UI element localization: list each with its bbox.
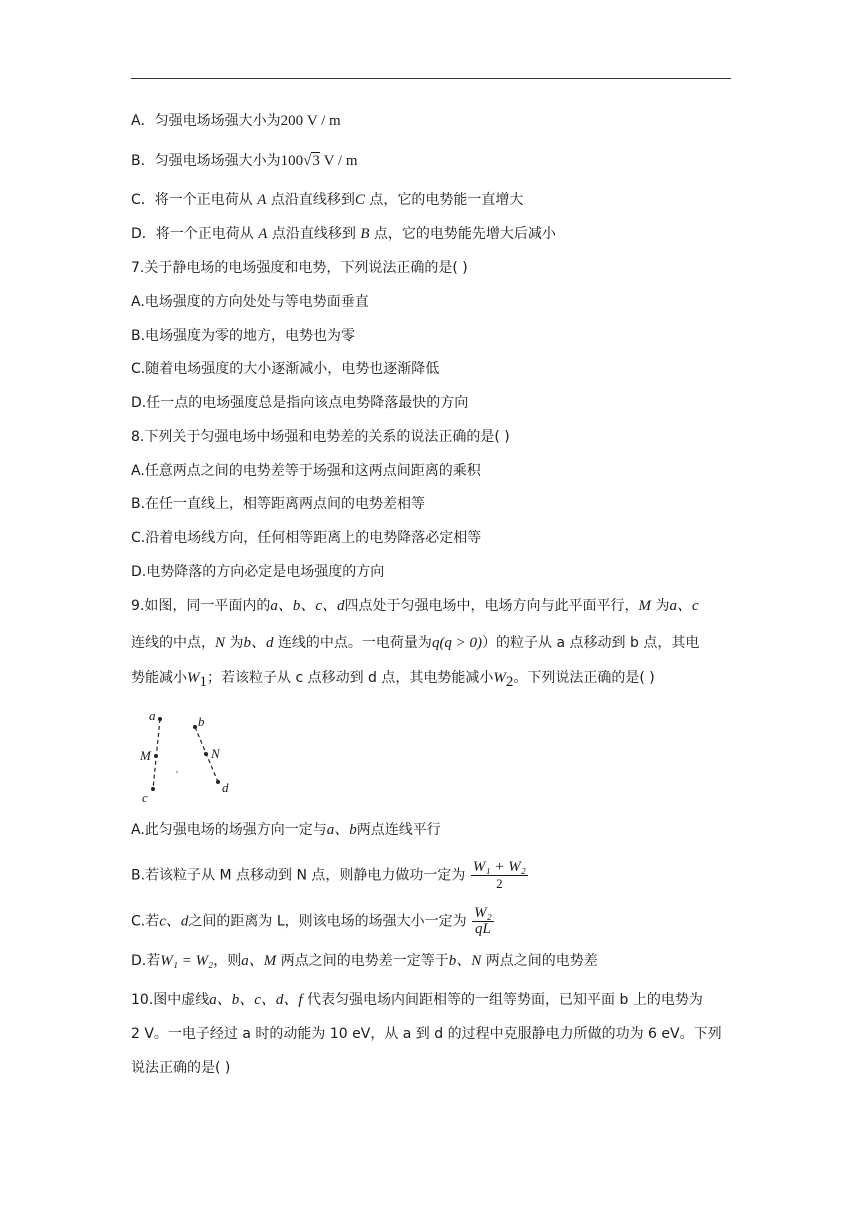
q9-text: 连线的中点。一电荷量为: [273, 635, 432, 651]
fraction-numerator: W₁ + W₂: [472, 859, 526, 875]
point-n-var: N: [215, 635, 226, 651]
q10-text: 代表匀强电场内间距相等的一组等势面，已知平面 b 上的电势为: [302, 992, 703, 1008]
q9-text: 。下列说法正确的是( ): [513, 670, 655, 686]
fraction-denominator: 2: [496, 876, 503, 891]
q6-option-b-unit: V / m: [319, 153, 358, 169]
stray-dot: [176, 771, 178, 773]
q9-option-a: [131, 820, 441, 840]
q9-option-c: [131, 906, 495, 937]
fraction-denominator: qL: [475, 921, 491, 937]
q9-text: 势能减小: [131, 670, 187, 686]
q9-option-d-post: 两点之间的电势差: [481, 953, 598, 969]
q9-option-d-text: D.若: [131, 953, 161, 969]
q9-option-d-mid2: 两点之间的电势差一定等于: [276, 953, 449, 969]
fraction-w2-over-ql: [472, 906, 494, 937]
q8-stem: 8.下列关于匀强电场中场强和电势差的关系的说法正确的是( ): [131, 429, 510, 445]
sqrt-symbol: √: [303, 153, 312, 169]
q9-points-am: a、M: [241, 953, 277, 969]
q9-text: 9.如图，同一平面内的: [131, 598, 271, 614]
subscript-2: 2: [505, 673, 514, 690]
point-b-var: B: [360, 226, 370, 242]
q9-option-d: [131, 951, 598, 971]
q9-option-a-text: A.此匀强电场的场强方向一定与: [131, 822, 327, 838]
point-d: [216, 780, 220, 784]
q9-text: 四点处于匀强电场中，电场方向与此平面平行，: [344, 598, 639, 614]
q9-points-bd: b、d: [243, 635, 274, 651]
q9-text: ；若该粒子从 c 点移动到 d 点，其电势能减小: [207, 670, 494, 686]
point-a: [158, 717, 162, 721]
fraction-w1-plus-w2-over-2: [471, 860, 528, 891]
q6-option-b-radicand: 3: [312, 153, 320, 169]
line-ac: [153, 719, 160, 789]
q6-option-d-text: D．将一个正电荷从: [131, 226, 259, 242]
q10-planes: a、b、c、d、f: [209, 992, 303, 1008]
q9-stem-line-2: [131, 633, 699, 653]
point-b: [193, 725, 197, 729]
q6-option-b-text: B．匀强电场场强大小为: [131, 153, 281, 169]
q9-option-c-text: C.若: [131, 913, 160, 930]
label-m: M: [140, 748, 151, 763]
q9-points-bn: b、N: [448, 953, 482, 969]
q8-option-b: B.在任一直线上，相等距离两点间的电势差相等: [131, 496, 426, 512]
q8-option-c: C.沿着电场线方向，任何相等距离上的电势降落必定相等: [131, 530, 482, 546]
q9-option-b: [131, 860, 529, 891]
q6-option-c-post: 点，它的电势能一直增大: [364, 192, 524, 208]
q6-option-c: [131, 190, 523, 210]
q6-option-c-text: C．将一个正电荷从: [131, 192, 258, 208]
q7-stem: 7.关于静电场的电场强度和电势，下列说法正确的是( ): [131, 260, 468, 276]
q6-option-d: [131, 224, 556, 244]
q9-option-d-mid: ，则: [213, 953, 242, 969]
q9-stem-line-1: [131, 596, 699, 616]
q9-option-b-text: B.若该粒子从 M 点移动到 N 点，则静电力做功一定为: [131, 867, 466, 884]
label-a: a: [149, 708, 156, 723]
q6-option-a-text: A．匀强电场场强大小为: [131, 113, 281, 129]
q10-stem-line-3: 说法正确的是( ): [131, 1060, 231, 1076]
charge-q-expr: q(q > 0): [431, 635, 483, 651]
q8-option-d: D.电势降落的方向必定是电场强度的方向: [131, 564, 385, 580]
point-a-var: A: [257, 192, 267, 208]
point-c: [151, 787, 155, 791]
q9-text: 为: [225, 635, 244, 651]
q6-option-b-number: 100: [280, 153, 304, 169]
q9-stem-line-3: [131, 668, 655, 692]
q9-text: 为: [651, 598, 670, 614]
label-d: d: [222, 780, 229, 795]
point-n: [204, 752, 208, 756]
q10-stem-line-1: [131, 990, 703, 1010]
q6-option-c-mid: 点沿直线移到: [266, 192, 355, 208]
q6-option-b: [131, 151, 358, 171]
q6-option-d-mid: 点沿直线移到: [267, 226, 361, 242]
q9-points-cd: c、d: [159, 913, 189, 930]
q8-option-a: A.任意两点之间的电势差等于场强和这两点间距离的乘积: [131, 463, 481, 479]
point-m-var: M: [638, 598, 652, 614]
q10-text: 10.图中虚线: [131, 992, 210, 1008]
q7-option-d: D.任一点的电场强度总是指向该点电势降落最快的方向: [131, 395, 469, 411]
q9-text: 连线的中点，: [131, 635, 215, 651]
point-c-var: C: [354, 192, 365, 208]
q9-option-a-post: 两点连线平行: [356, 822, 441, 838]
q6-option-d-post: 点，它的电势能先增大后减小: [369, 226, 556, 242]
q9-text: ）的粒子从 a 点移动到 b 点，其电: [482, 635, 700, 651]
q10-stem-line-2: 2 V。一电子经过 a 时的动能为 10 eV，从 a 到 d 的过程中克服静电力所做的功为 6 eV。下列: [131, 1026, 722, 1042]
label-b: b: [198, 714, 205, 729]
subscript-1: 1: [199, 673, 207, 690]
q9-points-ac: a、c: [669, 598, 699, 614]
q6-option-a: [131, 111, 341, 131]
label-c: c: [142, 790, 148, 805]
q9-points-ab: a、b: [326, 822, 357, 838]
q9-figure: [136, 708, 246, 808]
w1-equals-w2: W₁ = W₂: [160, 953, 214, 969]
q7-option-a: A.电场强度的方向处处与等电势面垂直: [131, 294, 369, 310]
header-rule: [131, 78, 731, 79]
point-a-var: A: [258, 226, 268, 242]
fraction-numerator: W₂: [474, 905, 492, 921]
point-m: [154, 754, 158, 758]
q7-option-c: C.随着电场强度的大小逐渐减小，电势也逐渐降低: [131, 361, 440, 377]
q9-option-c-post: 之间的距离为 L，则该电场的场强大小一定为: [188, 913, 467, 930]
q6-option-a-value: 200 V / m: [280, 113, 341, 129]
w2-var: W: [493, 670, 506, 686]
label-n: N: [211, 746, 220, 761]
w1-var: W: [187, 670, 200, 686]
q9-points: a、b、c、d: [270, 598, 345, 614]
q7-option-b: B.电场强度为零的地方，电势也为零: [131, 328, 356, 344]
